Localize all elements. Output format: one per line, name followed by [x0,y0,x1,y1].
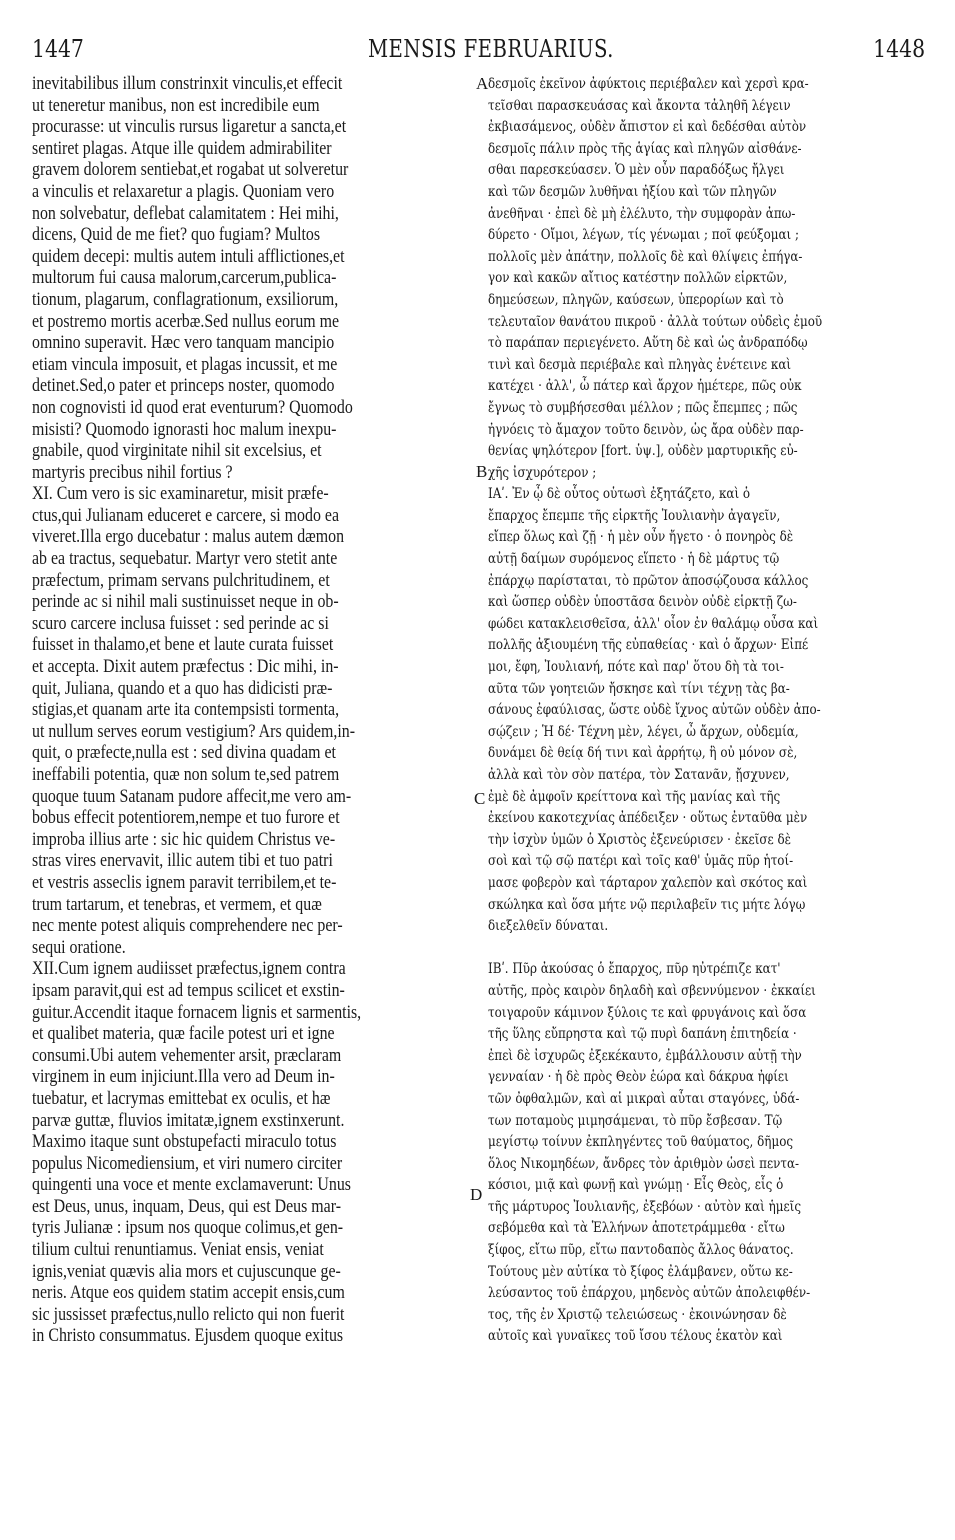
latin-text-line: ctus,qui Julianam educeret e carcere, si modo ea [32,505,340,526]
greek-text-line: μοι, ἔφη, Ἰουλιανή, πότε καὶ παρ' ὅτου δὴ τὰ τοι- [488,659,784,676]
greek-text-line: τὴν ἰσχὺν ὑμῶν ὁ Χριστὸς ἐξενεύρισεν · ἐκεῖσε δὲ [488,831,792,848]
greek-text-line: αῦτα τῶν γοητειῶν ἤσκησε καὶ τίνι τέχνῃ τὰς βα- [488,680,790,697]
greek-text-line: διεξελθεῖν δύναται. [488,918,609,935]
greek-text-line: τὸ παράπαν περιεγένετο. Αὕτη δὲ καὶ ὡς ἀνδραπόδῳ [488,335,808,352]
greek-text-line: καὶ τῶν δεσμῶν λυθῆναι ἠξίου καὶ τῶν πληγῶν [488,183,777,200]
latin-text-line: XI. Cum vero is sic examinaretur, misit præfe- [32,484,329,505]
greek-block-2 [488,959,928,1348]
greek-text-line: μασε φοβερὸν καὶ τάρταρον χαλεπὸν καὶ σκότος καὶ [488,874,808,891]
greek-text-line: ἐκείνου κακοτεχνίας ἀπέδειξεν · οὕτως ἐνταῦθα μὲν [488,810,808,827]
greek-text-line: τος, τῆς ἐν Χριστῷ τελειώσεως · ἐκοινώνησαν δὲ [488,1306,787,1323]
greek-text-line: γον καὶ κακῶν αἴτιος κατέστην πολλῶν εἱρκτῶν, [488,270,788,287]
greek-text-line: σοὶ καὶ τῷ σῷ πατέρι καὶ τοῖς καθ' ὑμᾶς πῦρ ἡτοί- [488,853,794,870]
greek-text-line: καὶ ὥσπερ οὐδὲν ὑποστᾶσα δεινὸν οὐδὲ εἱρκτῇ ζω- [488,594,797,611]
greek-text-line: δεσμοῖς ἐκεῖνον ἀφύκτοις περιέβαλεν καὶ χερσὶ κρα- [488,76,809,92]
latin-text-line: quidem decepi: multis autem intuli afflictiones,et [32,246,345,267]
greek-text-line: ὅλος Νικομηδέων, ἄνδρες τὸν ἀριθμὸν ὡσεὶ πεντα- [488,1155,800,1172]
latin-text-line: ineffabili potentia, quæ non solum te,sed patrem [32,765,340,785]
right-page-number: 1448 [873,35,925,63]
latin-text-line: XII.Cum ignem audiisset præfectus,ignem contra [32,959,346,980]
latin-text-line: et vestris asseclis ignem paravit terribilem,et te- [32,872,337,893]
latin-text-line: consumi.Ubi autem vehementer arsit, præclaram [32,1045,342,1066]
greek-text-line: τῆς μάρτυρος Ἰουλιανῆς, ἐξεβόων · αὐτὸν καὶ ἡμεῖς [488,1198,802,1215]
greek-text-line: τοιγαροῦν κάμινον ξύλοις τε καὶ φρυγάνοις καὶ ὅσα [488,1004,807,1021]
greek-text-line: πολλοῖς μὲν ἀπάτην, πολλοῖς δὲ καὶ θλίψεις ἐπήγα- [488,248,803,265]
greek-text-line: ΙΑʹ. Ἐν ᾧ δὲ οὗτος οὑτωσὶ ἐξητάζετο, καὶ ὁ [488,486,751,503]
latin-text-line: ipsam paravit,qui est ad tempus scilicet et exstin- [32,980,345,1001]
greek-text-line: Τούτους μὲν αὐτίκα τὸ ξίφος ἐλάμβανεν, οὕτω κε- [488,1263,793,1280]
greek-text-line: τινὶ καὶ δεσμὰ περιέβαλε καὶ πληγὰς ἐνέτεινε καὶ [488,356,792,373]
greek-text-line: ἔπαρχος ἔπεμπε τῆς εἱρκτῆς Ἰουλιανὴν ἀγαγεῖν, [488,507,781,524]
greek-text-line: δύρετο · Οἴμοι, λέγων, τίς γένωμαι ; ποῖ φεύξομαι ; [488,227,800,244]
latin-text-line: Maximo itaque sunt obstupefacti miraculo totus [32,1132,337,1153]
margin-marker-a: A [476,74,489,93]
greek-text-line: δυνάμει δὲ θείᾳ δή τινι καὶ ἀρρήτῳ, ἣ οὐ μόνον σὲ, [488,745,798,762]
section-gap [488,938,928,960]
left-page-number: 1447 [32,35,84,63]
greek-text-line: τῶν ὀφθαλμῶν, καὶ αἱ μικραὶ αὗται σταγόνες, ὑδά- [488,1090,800,1107]
latin-text-line: et postremo mortis acerbæ.Sed nullus eorum me [32,311,340,332]
latin-text-line: ut nullum serves eorum vestigium? Ars quidem,in- [32,721,356,742]
greek-text-line: δημεύσεων, πληγῶν, καύσεων, ὑπερορίων καὶ τὸ [488,291,784,308]
margin-marker-c: C [474,789,486,808]
latin-text-line: stras vires enervavit, illic autem tibi et tuo patri [32,851,333,872]
latin-text-line: in Christo consummatus. Ejusdem quoque exitus [32,1326,344,1347]
latin-text-line: quingenti una voce et mente exclamaverunt: Unus [32,1175,351,1196]
greek-text-line: γενναίαν · ἡ δὲ πρὸς Θεὸν ἑώρα καὶ δάκρυα ἠφίει [488,1069,789,1086]
latin-column [32,74,472,1348]
greek-text-line: σκώληκα καὶ ὅσα μήτε νῷ περιλαβεῖν τις μήτε λόγῳ [488,896,806,913]
latin-text-line: præfectum, primam servans pulchritudinem, et [32,570,330,591]
latin-text-line: viveret.Illa ergo ducebatur : malus autem dæmon [32,527,345,548]
greek-text-line: χῆς ἰσχυρότερον ; [488,464,597,481]
latin-text-line: ignis,veniat quævis alia mors et cujuscunque ge- [32,1261,341,1282]
latin-text-line: quit, o præfecte,nulla est : sed divina quadam et [32,743,336,764]
latin-text-line: quoque tuum Satanam pudore affecit,me vero am- [32,786,352,807]
greek-text-line: ξίφος, εἴτω πῦρ, εἴτω παντοδαπὸς ἄλλος θάνατος. [488,1242,794,1259]
greek-text-line: αὐτῆς, πρὸς καιρὸν δηλαδὴ καὶ σβεννύμενον · ἐκκαίει [488,982,816,999]
page-header [0,0,955,72]
latin-text-line: detinet.Sed,o pater et princeps noster, quomodo [32,376,335,397]
latin-text-line: gnabile, quod virginitate nihil sit excelsius, et [32,441,322,462]
latin-text-line: non solvebatur, deflebat calamitatem : Hei mihi, [32,203,339,224]
greek-text-line: κόσιοι, μιᾷ καὶ φωνῇ καὶ γνώμῃ · Εἷς Θεὸς, εἷς ὁ [488,1177,784,1194]
greek-text-line: σεβόμεθα καὶ τὰ Ἑλλήνων ἀποτετράμμεθα · εἴτω [488,1220,785,1237]
greek-text-line: τῆς ὕλης εὔπρηστα καὶ τῷ πυρὶ δαπάνη ἐπιτηδεία · [488,1026,797,1043]
greek-text-line: ἐκβιασάμενος, οὐδὲν ἄπιστον εἰ καὶ δεδέσθαι αὐτὸν [488,119,807,136]
greek-text-line: ἐπεὶ δὲ ἰσχυρῶς ἐξεκέκαυτο, ἐμβάλλουσιν αὐτῇ τὴν [488,1047,802,1064]
latin-text-line: sequi oratione. [32,937,126,958]
latin-text-line: a vinculis et relaxaretur a plagis. Quoniam vero [32,181,335,202]
latin-text-line: quit, Juliana, quando et a quo has didicisti præ- [32,678,333,699]
latin-text-line: neris. Atque eos quidem statim accepit ensis,cum [32,1283,345,1304]
latin-text-line: trum tartarum, et tenebras, et vermem, et quæ [32,894,322,915]
margin-marker-d: D [470,1185,483,1204]
greek-text-line: λεύσαντος τοῦ ἐπάρχου, μηδενὸς αὐτῶν ἀπολειφθέν- [488,1285,811,1302]
latin-text-line: inevitabilibus illum constrinxit vinculis,et effecit [32,74,343,94]
greek-text-line: θενίας ψηλότερον [fort. ὑψ.], οὐδὲν μαρτυρικῆς εὐ- [488,443,798,460]
latin-text-line: tuebatur, et lacrymas emittebat ex oculis, et hæ [32,1088,331,1109]
greek-block-1 [488,74,928,938]
greek-text-line: αὐτοῖς καὶ γυναῖκες τοῦ ἴσου τέλους ἑκατὸν καὶ [488,1328,783,1345]
latin-text-line: et qualibet materia, quæ facile potest uri et igne [32,1024,335,1045]
latin-text-line: multorum fui causa malorum,carcerum,publica- [32,268,337,289]
latin-text-line: ut teneretur manibus, non est incredibile eum [32,95,320,116]
latin-text-line: omnino superavit. Hæc vero tanquam mancipio [32,333,335,354]
latin-text-line: etiam vincula imposuit, et plagas incussit, et me [32,354,338,375]
running-title: MENSIS FEBRUARIUS. [368,35,614,63]
greek-column [488,74,928,1348]
margin-marker-b: B [476,462,488,481]
latin-text-line: gravem dolorem sentiebat,et rogabat ut solveretur [32,160,349,181]
latin-text-line: martyris precibus nihil fortius ? [32,462,233,483]
greek-text-line: εἴπερ ὅλως καὶ ζῇ · ἡ μὲν οὖν ἤγετο · ὁ πονηρὸς δὲ [488,529,794,546]
latin-text-line: procurasse: ut vinculis rursus ligaretur a sancta,et [32,117,347,138]
latin-text-line: dicens, Quid de me fiet? quo fugiam? Multos [32,225,321,246]
latin-text-line: perinde ac si nihil mali sustinuisset neque in ob- [32,592,339,613]
greek-text-line: σάνους ἐφαύλισας, ὥστε οὐδὲ ἴχνος αὐτῶν οὐδὲν ἀπο- [488,702,821,719]
latin-text-line: stigias,et quanam arte ita contempsisti tormenta, [32,700,340,721]
latin-text-line: scuro carcere inclusa fuisset : sed perinde ac si [32,613,329,634]
greek-text-line: κατέχει · ἀλλ', ὦ πάτερ καὶ ἄρχον ἡμέτερε, πῶς οὐκ [488,378,802,395]
latin-text-line: sic jussisset præfectus,nullo relicto qui non fuerit [32,1304,345,1325]
latin-text-line: non cognovisti id quod erat eventurum? Quomodo [32,397,353,418]
latin-text-line: tionum, plagarum, conflagrationum, exsiliorum, [32,289,339,310]
latin-text-line: misisti? Quomodo ignorasti hoc malum inexpu- [32,419,337,440]
greek-text-line: μεγίστῳ τοίνυν ἐκπληγέντες τοῦ θαύματος, δῆμος [488,1134,794,1151]
latin-text-line: et accepta. Dixit autem præfectus : Dic mihi, in- [32,657,339,678]
greek-text-line: σθαι παρεσκεύασεν. Ὁ μὲν οὖν παραδόξως ἤλγει [488,162,785,179]
latin-text-line: nec mente potest aliquis comprehendere nec per- [32,916,343,937]
latin-text-line: tilium cultui renuntiamus. Veniat ensis, veniat [32,1240,324,1261]
greek-text-line: πολλῆς ἀξιουμένη τῆς εὐπαθείας · καὶ ὁ ἄρχων· Εἰπέ [488,637,809,654]
greek-text-line: ἔγνως τὸ συμβήσεσθαι μέλλον ; πῶς ἔπεμπες ; πῶς [488,399,798,416]
latin-text-line: sentiret plagas. Atque ille quidem admirabiliter [32,138,332,159]
latin-text-line: est Deus, unus, inquam, Deus, qui est Deus mar- [32,1196,341,1217]
latin-text-line: tyris Julianæ : ipsum nos quoque colimus,et gen- [32,1218,344,1239]
greek-text-line: σῴζειν ; Ἡ δέ· Τέχνη μὲν, λέγει, ὦ ἄρχων, οὐδεμία, [488,723,799,740]
latin-text-line: fuisset in thalamo,et bene et laute curata fuisset [32,635,334,656]
greek-text-line: δεσμοῖς πάλιν πρὸς τῆς ἁγίας καὶ πληγῶν αἰσθάνε- [488,140,802,157]
greek-text-line: τελευταῖον θανάτου πικροῦ · ἀλλὰ τούτων οὐδεὶς ἐμοῦ [488,313,823,330]
greek-text-line: ἐπάρχῳ παρίσταται, τὸ πρῶτον ἀποσῴζουσα κάλλος [488,572,809,589]
latin-text-line: improba illius arte : sic hic quidem Christus ve- [32,829,336,850]
latin-text-line: ab ea tractus, sequebatur. Martyr vero stetit ante [32,549,338,570]
latin-text-line: populus Nicomediensium, et viri numero circiter [32,1153,343,1174]
greek-text-line: τεῖσθαι παρασκευάσας καὶ ἄκοντα τἀληθῆ λέγειν [488,97,791,114]
greek-text-line: αὐτῇ δαίμων συρόμενος εἵπετο · ἡ δὲ μάρτυς τῷ [488,551,780,568]
greek-text-line: των ποταμοὺς μιμησάμεναι, τὸ πῦρ ἔσβεσαν. Τῷ [488,1112,783,1129]
greek-text-line: ἠγνόεις τὸ ἄμαχον τοῦτο δεινὸν, ὡς ἄρα οὐδὲν παρ- [488,421,804,438]
latin-text-line: guitur.Accendit itaque fornacem lignis et sarmentis, [32,1002,362,1023]
latin-text-line: parvæ guttæ, fluvios imitatæ,ignem exstinxerunt. [32,1110,345,1131]
greek-text-line: ἀνεθῆναι · ἐπεὶ δὲ μὴ ἐλέλυτο, τὴν συμφορὰν ἀπω- [488,205,796,222]
latin-text-line: bobus effecit potentiorem,nempe et tuo furore et [32,808,340,829]
greek-text-line: ἐμὲ δὲ ἀμφοῖν κρείττονα καὶ τῆς μανίας καὶ τῆς [488,788,781,805]
greek-text-line: ΙΒʹ. Πῦρ ἀκούσας ὁ ἔπαρχος, πῦρ ηὐτρέπιζε κατ' [488,961,781,978]
greek-text-line: ἀλλὰ καὶ τὸν σὸν πατέρα, τὸν Σατανᾶν, ᾔσχυνεν, [488,767,790,783]
latin-text-line: virginem in eum injiciunt.Illa vero ad Deum in- [32,1067,335,1088]
greek-text-line: φώδει κατακλεισθεῖσα, ἀλλ' οἷον ἐν θαλάμῳ οὖσα καὶ [488,615,819,632]
